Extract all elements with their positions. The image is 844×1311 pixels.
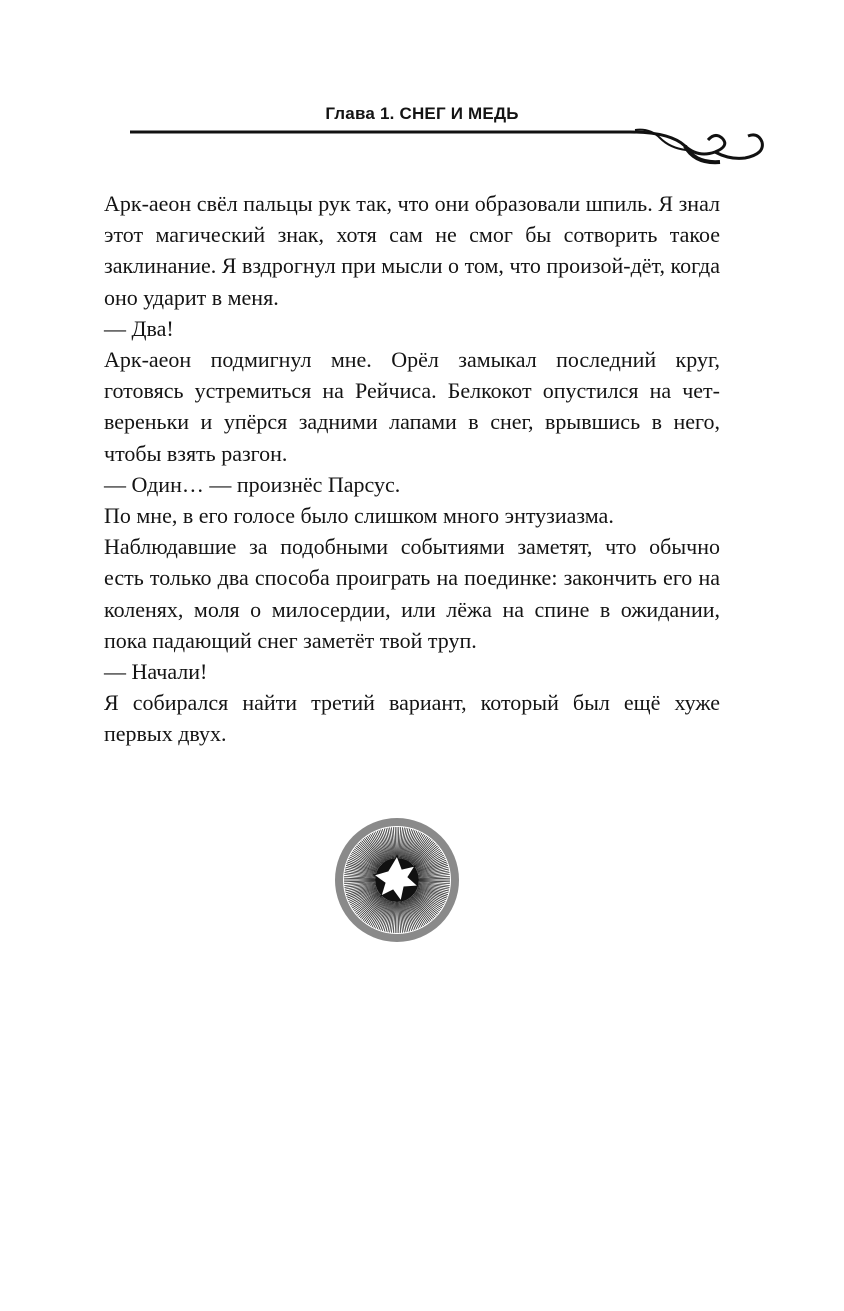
body-text bbox=[104, 188, 720, 750]
dialogue-line: — Один… — произнёс Парсус. bbox=[104, 471, 401, 497]
header-flourish-rule bbox=[130, 124, 780, 174]
paragraph: Я собирался найти третий вариант, который был ещё хуже первых двух. bbox=[104, 690, 720, 747]
running-head: Глава 1. СНЕГ И МЕДЬ bbox=[325, 104, 519, 123]
star-medallion-icon bbox=[333, 816, 461, 944]
paragraph: Арк-аеон подмигнул мне. Орёл замыкал последний круг, готовясь устремиться на Рейчиса. Белкокот опустился на чет-вереньки и упёрся задними лапами в снег, врывшись в него, чтобы взять разгон. bbox=[104, 347, 720, 466]
dialogue-line: — Начали! bbox=[104, 659, 208, 685]
dialogue-line: — Два! bbox=[104, 315, 174, 341]
paragraph: Арк-аеон свёл пальцы рук так, что они образовали шпиль. Я знал этот магический знак, хотя сам не смог бы сотворить такое заклинание. Я вздрогнул при мысли о том, что произой-дёт, когда оно ударит в меня. bbox=[104, 191, 720, 310]
paragraph: Наблюдавшие за подобными событиями заметят, что обычно есть только два способа проиграть на поединке: закончить его на коленях, моля о милосердии, или лёжа на спине в ожидании, пока падающий снег заметёт твой труп. bbox=[104, 534, 720, 653]
paragraph: По мне, в его голосе было слишком много энтузиазма. bbox=[104, 503, 614, 529]
